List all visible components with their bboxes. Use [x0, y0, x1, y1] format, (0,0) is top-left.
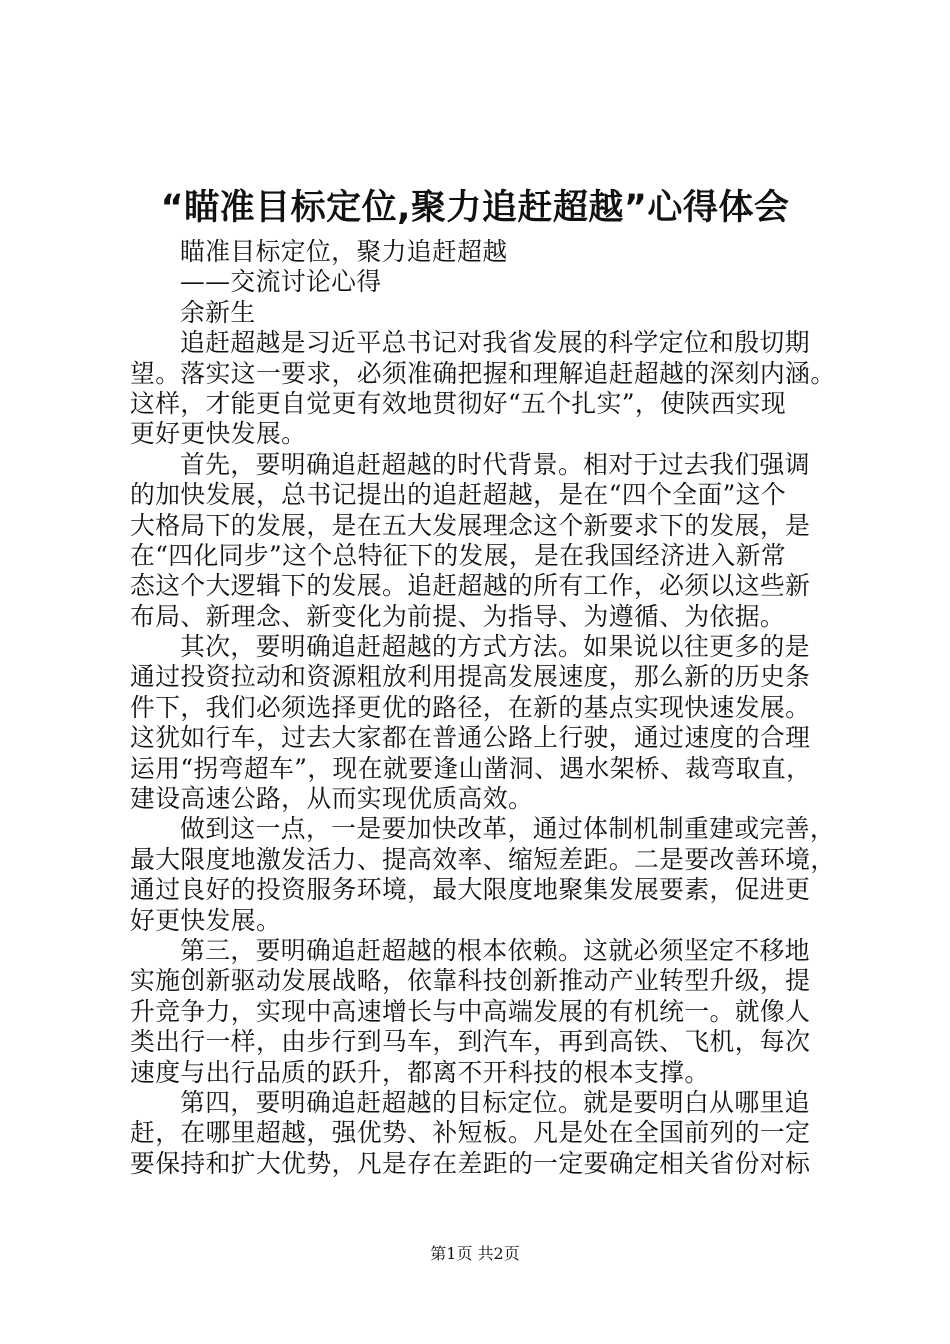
- page-footer: 第1页 共2页: [430, 1244, 520, 1263]
- paragraph-line: 速度与出行品质的跃升，都离不开科技的根本支撑。: [130, 1057, 710, 1087]
- paragraph-line: 件下，我们必须选择更优的路径，在新的基点实现快速发展。: [130, 692, 811, 722]
- paragraph-line: 类出行一样，由步行到马车，到汽车，再到高铁、飞机，每次: [130, 1027, 811, 1057]
- paragraph-line: 第四，要明确追赶超越的目标定位。就是要明白从哪里追: [180, 1087, 810, 1117]
- subtitle-line: ——交流讨论心得: [180, 267, 382, 297]
- paragraph-line: 建设高速公路，从而实现优质高效。: [130, 784, 534, 814]
- paragraph-line: 通过良好的投资服务环境，最大限度地聚集发展要素，促进更: [130, 875, 811, 905]
- paragraph-line: 更好更快发展。: [130, 419, 307, 449]
- paragraph-line: 通过投资拉动和资源粗放利用提高发展速度，那么新的历史条: [130, 662, 811, 692]
- paragraph-line: 在“四化同步”这个总特征下的发展，是在我国经济进入新常: [130, 540, 787, 570]
- paragraph-line: 首先，要明确追赶超越的时代背景。相对于过去我们强调: [180, 449, 810, 479]
- paragraph-line: 其次，要明确追赶超越的方式方法。如果说以往更多的是: [180, 632, 810, 662]
- paragraph-line: 实施创新驱动发展战略，依靠科技创新推动产业转型升级，提: [130, 966, 811, 996]
- paragraph-line: 态这个大逻辑下的发展。追赶超越的所有工作，必须以这些新: [130, 571, 811, 601]
- paragraph-line: 好更快发展。: [130, 905, 282, 935]
- paragraph-line: 布局、新理念、新变化为前提、为指导、为遵循、为依据。: [130, 601, 786, 631]
- paragraph-line: 最大限度地激发活力、提高效率、缩短差距。二是要改善环境，: [130, 844, 836, 874]
- subtitle-line: 瞄准目标定位，聚力追赶超越: [180, 237, 508, 266]
- paragraph-line: 要保持和扩大优势，凡是存在差距的一定要确定相关省份对标: [130, 1148, 811, 1178]
- paragraph-line: 追赶超越是习近平总书记对我省发展的科学定位和殷切期: [180, 328, 810, 358]
- paragraph-line: 运用“拐弯超车”，现在就要逢山凿洞、遇水架桥、裁弯取直，: [130, 753, 812, 783]
- paragraph-line: 大格局下的发展，是在五大发展理念这个新要求下的发展，是: [130, 510, 811, 540]
- paragraph-line: 这样，才能更自觉更有效地贯彻好“五个扎实”，使陕西实现: [130, 388, 787, 418]
- paragraph-line: 望。落实这一要求，必须准确把握和理解追赶超越的深刻内涵。: [130, 358, 836, 388]
- document-body: [130, 237, 836, 1179]
- paragraph-line: 这犹如行车，过去大家都在普通公路上行驶，通过速度的合理: [130, 723, 811, 753]
- document-title: “瞄准目标定位,聚力追赶超越”心得体会: [160, 188, 790, 228]
- paragraph-line: 赶，在哪里超越，强优势、补短板。凡是处在全国前列的一定: [130, 1118, 811, 1148]
- paragraph-line: 的加快发展，总书记提出的追赶超越，是在“四个全面”这个: [130, 480, 787, 510]
- paragraph-line: 做到这一点，一是要加快改革，通过体制机制重建或完善，: [180, 814, 836, 844]
- paragraph-line: 第三，要明确追赶超越的根本依赖。这就必须坚定不移地: [180, 935, 810, 965]
- paragraph-line: 升竞争力，实现中高速增长与中高端发展的有机统一。就像人: [130, 996, 811, 1026]
- author-line: 余新生: [180, 297, 256, 327]
